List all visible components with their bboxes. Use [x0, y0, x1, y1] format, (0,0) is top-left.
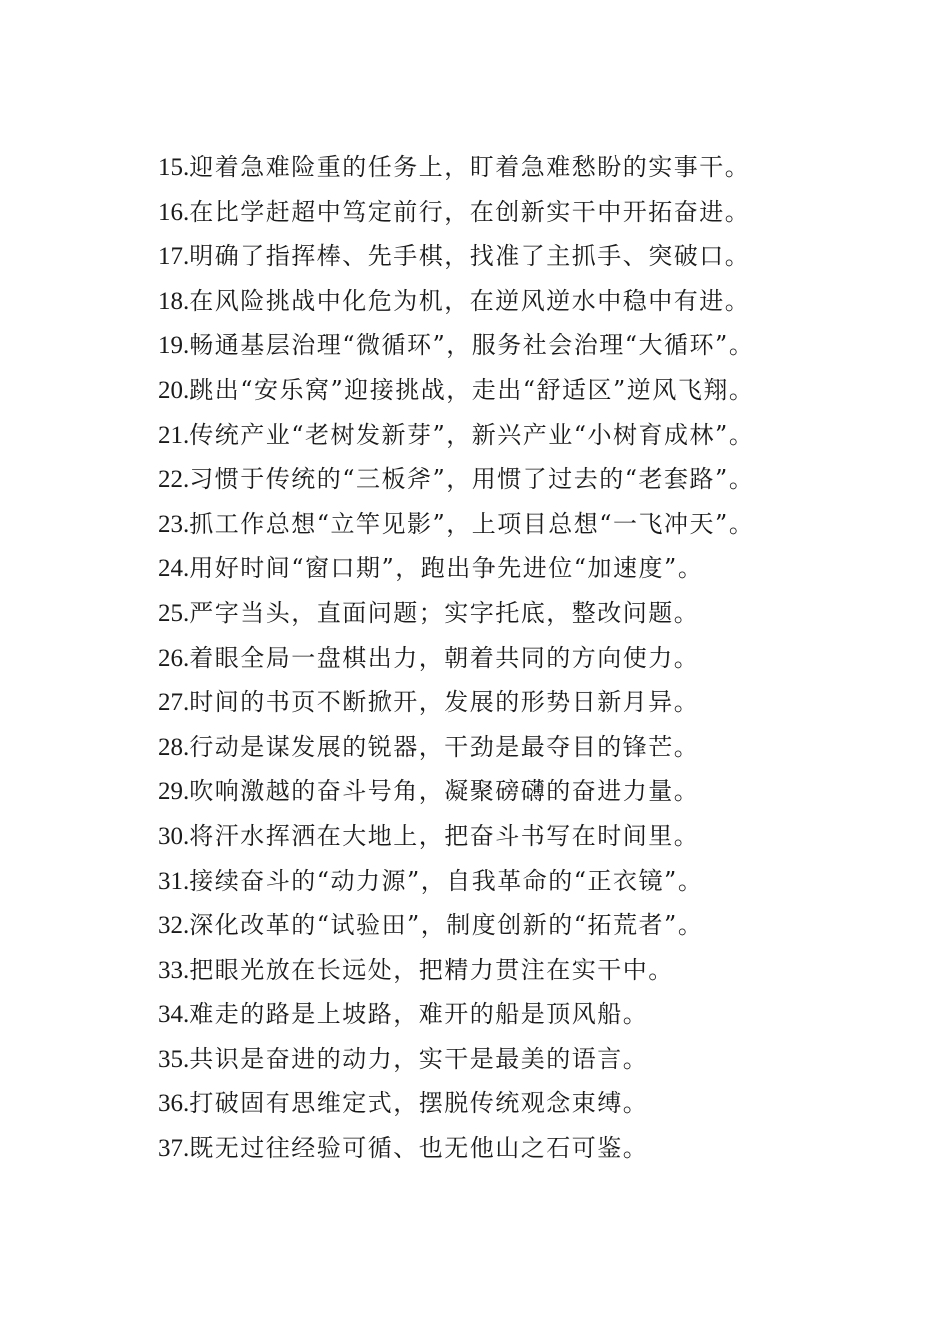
item-text: 行动是谋发展的锐器，干劲是最夺目的锋芒。 [189, 732, 700, 761]
item-text: 用好时间“窗口期”，跑出争先进位“加速度”。 [189, 554, 704, 583]
item-text: 畅通基层治理“微循环”，服务社会治理“大循环”。 [189, 331, 755, 360]
item-text: 把眼光放在长远处，把精力贯注在实干中。 [189, 955, 674, 984]
list-item [158, 859, 928, 904]
item-number: 31. [158, 867, 190, 895]
list-item [158, 190, 928, 235]
item-number: 19. [158, 332, 190, 360]
list-item [158, 1081, 928, 1126]
item-number: 29. [158, 778, 190, 806]
item-text: 抓工作总想“立竿见影”，上项目总想“一飞冲天”。 [189, 509, 755, 538]
list-item [158, 948, 928, 993]
item-number: 26. [158, 644, 190, 672]
item-number: 27. [158, 689, 190, 717]
item-number: 18. [158, 287, 190, 315]
item-text: 传统产业“老树发新芽”，新兴产业“小树育成林”。 [189, 420, 755, 449]
list-item [158, 992, 928, 1037]
item-text: 吹响激越的奋斗号角，凝聚磅礴的奋进力量。 [189, 777, 700, 806]
list-item [158, 145, 928, 190]
item-text: 在比学赶超中笃定前行，在创新实干中开拓奋进。 [189, 197, 751, 226]
item-text: 迎着急难险重的任务上，盯着急难愁盼的实事干。 [189, 153, 751, 181]
item-text: 明确了指挥棒、先手棋，找准了主抓手、突破口。 [189, 242, 751, 271]
list-item [158, 234, 928, 279]
item-number: 16. [158, 198, 190, 226]
list-item [158, 725, 928, 770]
item-text: 习惯于传统的“三板斧”，用惯了过去的“老套路”。 [189, 465, 755, 494]
item-text: 接续奋斗的“动力源”，自我革命的“正衣镜”。 [189, 866, 704, 895]
item-number: 25. [158, 599, 190, 627]
item-number: 33. [158, 956, 190, 984]
item-number: 15. [158, 154, 190, 181]
list-item [158, 502, 928, 547]
item-text: 严字当头，直面问题；实字托底，整改问题。 [189, 598, 700, 627]
list-item [158, 413, 928, 458]
item-number: 32. [158, 912, 190, 940]
item-number: 28. [158, 733, 190, 761]
item-text: 既无过往经验可循、也无他山之石可鉴。 [189, 1134, 649, 1163]
item-text: 难走的路是上坡路，难开的船是顶风船。 [189, 1000, 649, 1029]
list-item [158, 546, 928, 591]
item-number: 36. [158, 1090, 190, 1118]
numbered-list [158, 145, 928, 1171]
item-number: 20. [158, 376, 190, 404]
list-item [158, 680, 928, 725]
item-number: 34. [158, 1001, 190, 1029]
list-item [158, 591, 928, 636]
list-item [158, 368, 928, 413]
list-item [158, 1126, 928, 1171]
list-item [158, 636, 928, 681]
item-number: 21. [158, 421, 190, 449]
list-item [158, 769, 928, 814]
item-text: 共识是奋进的动力，实干是最美的语言。 [189, 1044, 649, 1073]
item-text: 深化改革的“试验田”，制度创新的“拓荒者”。 [189, 911, 704, 940]
item-text: 着眼全局一盘棋出力，朝着共同的方向使力。 [189, 643, 700, 672]
item-number: 22. [158, 466, 190, 494]
item-text: 跳出“安乐窝”迎接挑战，走出“舒适区”逆风飞翔。 [189, 375, 755, 404]
list-item [158, 279, 928, 324]
list-item [158, 323, 928, 368]
item-text: 时间的书页不断掀开，发展的形势日新月异。 [189, 688, 700, 717]
item-text: 在风险挑战中化危为机，在逆风逆水中稳中有进。 [189, 286, 751, 315]
item-number: 17. [158, 243, 190, 271]
item-text: 打破固有思维定式，摆脱传统观念束缚。 [189, 1089, 649, 1118]
list-item [158, 814, 928, 859]
item-number: 37. [158, 1135, 190, 1163]
list-item [158, 903, 928, 948]
list-item [158, 1037, 928, 1082]
item-text: 将汗水挥洒在大地上，把奋斗书写在时间里。 [189, 821, 700, 850]
item-number: 23. [158, 510, 190, 538]
item-number: 35. [158, 1045, 190, 1073]
list-item [158, 457, 928, 502]
item-number: 24. [158, 555, 190, 583]
item-number: 30. [158, 822, 190, 850]
